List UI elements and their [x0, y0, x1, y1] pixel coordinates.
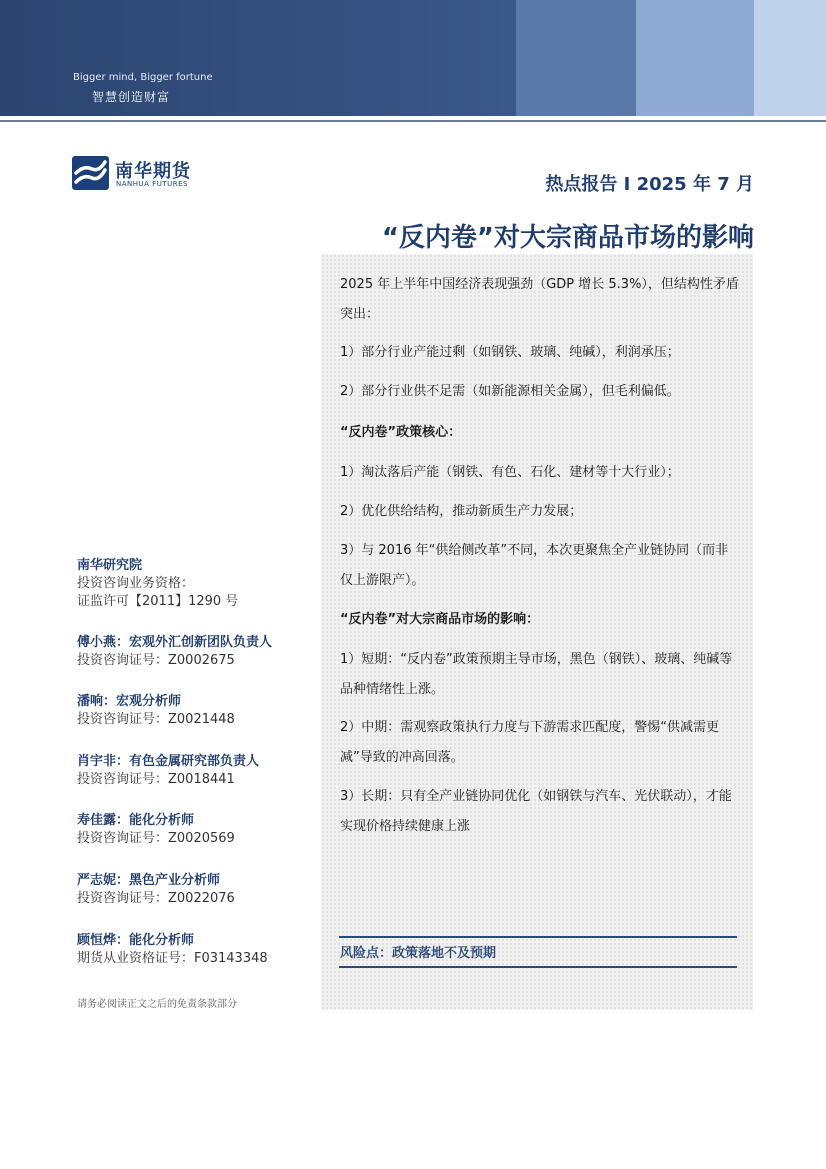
analyst-license: 期货从业资格证号：F03143348 [77, 951, 268, 966]
analyst-license: 投资咨询证号：Z0018441 [77, 772, 235, 787]
summary-paragraph: 1）部分行业产能过剩（如钢铁、玻璃、纯碱），利润承压； [340, 345, 680, 360]
slogan-english: Bigger mind, Bigger fortune [73, 72, 213, 83]
institute-name: 南华研究院 [77, 558, 143, 573]
slogan-chinese: 智慧创造财富 [92, 90, 171, 104]
analyst-name-title: 肖宇非：有色金属研究部负责人 [77, 754, 260, 769]
banner-band-dark [0, 0, 516, 116]
analyst-name-title: 严志妮：黑色产业分析师 [77, 873, 221, 888]
analyst-name-title: 潘响：宏观分析师 [77, 694, 182, 709]
banner-band-mid [516, 0, 636, 116]
company-logo [72, 156, 212, 192]
institute-qualification: 投资咨询业务资格： [77, 576, 195, 591]
risk-divider-bottom [339, 966, 737, 968]
section-heading: “反内卷”政策核心： [340, 425, 462, 440]
institute-license: 证监许可【2011】1290 号 [77, 594, 239, 609]
analyst-license: 投资咨询证号：Z0020569 [77, 831, 235, 846]
analyst-name-title: 傅小燕：宏观外汇创新团队负责人 [77, 635, 273, 650]
header-banner [0, 0, 826, 116]
risk-divider-top [339, 936, 737, 938]
analyst-name-title: 顾恒烨：能化分析师 [77, 933, 195, 948]
summary-paragraph: 1）短期：“反内卷”政策预期主导市场，黑色（钢铁）、玻璃、纯碱等品种情绪性上涨。 [340, 652, 733, 697]
summary-paragraph: 2）部分行业供不足需（如新能源相关金属），但毛利偏低。 [340, 384, 680, 399]
summary-paragraph: 2）中期：需观察政策执行力度与下游需求匹配度，警惕“供减需更减”导致的冲高回落。 [340, 720, 720, 765]
disclaimer-note: 请务必阅读正文之后的免责条款部分 [77, 999, 237, 1010]
analyst-name-title: 寿佳露：能化分析师 [77, 813, 195, 828]
summary-paragraph: 2025 年上半年中国经济表现强劲（GDP 增长 5.3%），但结构性矛盾突出： [340, 277, 739, 322]
analyst-license: 投资咨询证号：Z0002675 [77, 653, 235, 668]
section-heading: “反内卷”对大宗商品市场的影响： [340, 612, 540, 627]
risk-note: 风险点：政策落地不及预期 [340, 946, 497, 961]
page-title: “反内卷”对大宗商品市场的影响 [381, 223, 754, 253]
header-rule [0, 120, 826, 122]
summary-paragraph: 3）与 2016 年“供给侧改革”不同，本次更聚焦全产业链协同（而非仅上游限产）。 [340, 543, 729, 588]
report-type-date: 热点报告 I 2025 年 7 月 [545, 174, 754, 195]
analyst-license: 投资咨询证号：Z0021448 [77, 712, 235, 727]
summary-paragraph: 3）长期：只有全产业链协同优化（如钢铁与汽车、光伏联动），才能实现价格持续健康上涨 [340, 789, 732, 834]
banner-band-pale [754, 0, 826, 116]
logo-name-en: NANHUA FUTURES [116, 180, 188, 188]
summary-paragraph: 2）优化供给结构，推动新质生产力发展； [340, 504, 583, 519]
analyst-license: 投资咨询证号：Z0022076 [77, 891, 235, 906]
logo-name-cn: 南华期货 [115, 161, 191, 182]
banner-band-light [636, 0, 754, 116]
summary-paragraph: 1）淘汰落后产能（钢铁、有色、石化、建材等十大行业）； [340, 465, 680, 480]
nanhua-logo-icon [72, 156, 109, 190]
